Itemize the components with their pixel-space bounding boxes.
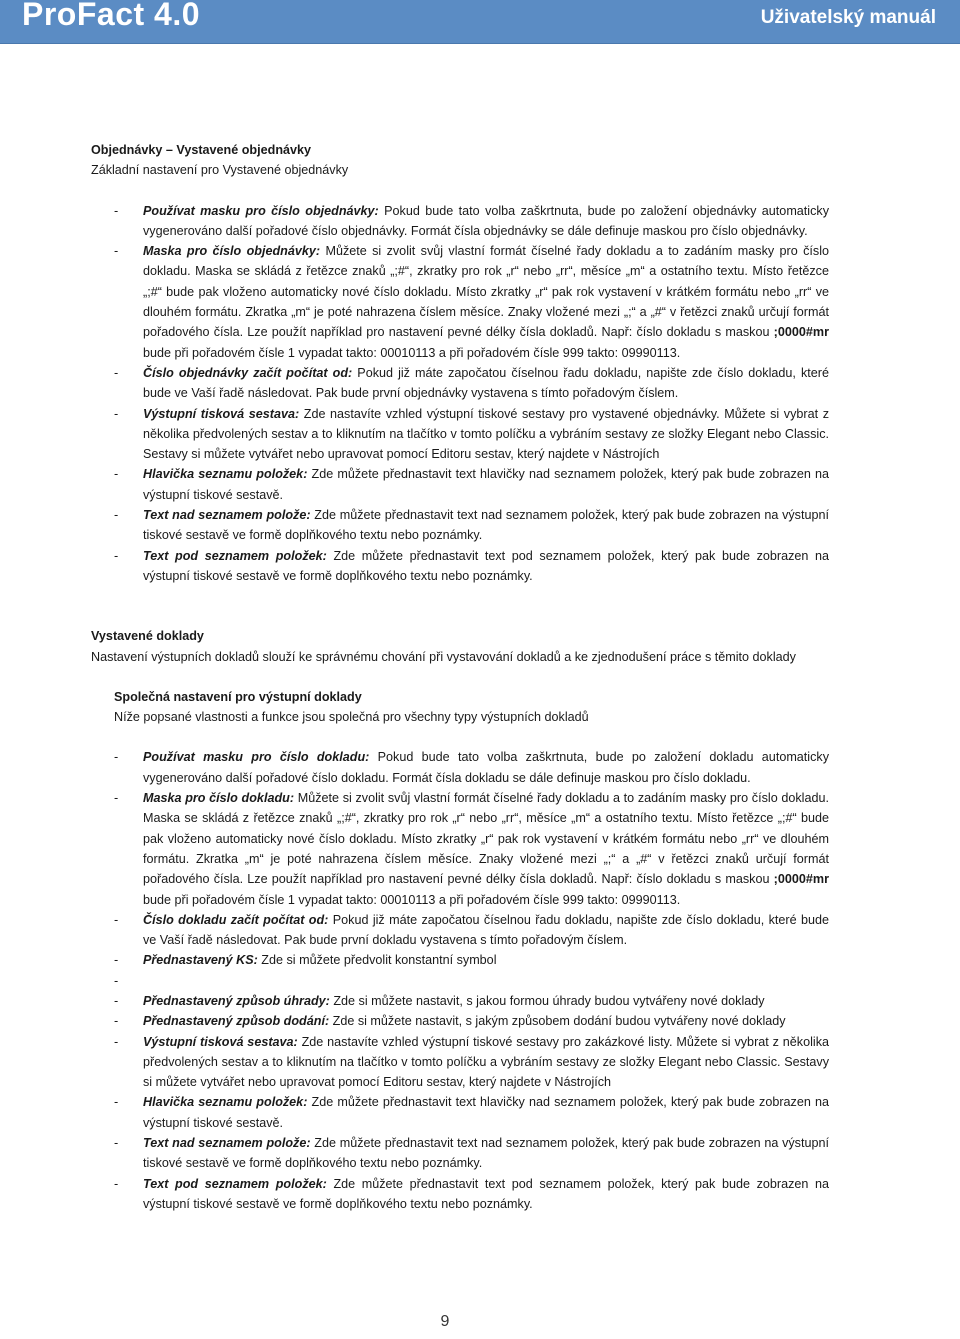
subsection-intro: Níže popsané vlastnosti a funkce jsou společná pro všechny typy výstupních dokladů: [114, 710, 589, 725]
item-text: Zde můžete přednastavit text nad seznamem položek, který pak bude zobrazen na výstupní tiskové sestavě ve formě doplňkového textu nebo poznámky.: [143, 1136, 829, 1171]
item-text: Zde můžete přednastavit text pod seznamem položek, který pak bude zobrazen na výstupní tiskové sestavě ve formě doplňkového textu nebo poznámky.: [143, 548, 829, 583]
item-term: Číslo dokladu začít počítat od:: [143, 912, 329, 927]
mask-example: ;0000#mr: [773, 325, 829, 340]
item-text: Můžete si zvolit svůj vlastní formát číselné řady dokladu a to zadáním masky pro číslo dokladu. Maska se skládá z řetězce znaků „;#“, zkratky pro rok „r“ nebo „rr“, měsíce „m“ a ostatního textu. Místo řetězce „;#“ bude pak vloženo automaticky nové číslo dokladu. Místo zkratky „r“ pak rok vystavení v krátkém formátu nebo „rr“ ve dlouhém formátu. Zkratka „m“ je poté nahrazena číslem měsíce. Znaky vložené mezi „;“ a „#“ v řetězci znaků určují formát pořadového čísla. Lze použít například pro nastavení pevné délky čísla dokladů. Např: číslo dokladu s maskou: [143, 791, 829, 887]
list-item: [143, 1133, 829, 1174]
item-text: Zde nastavíte vzhled výstupní tiskové sestavy pro vystavené objednávky. Můžete si vybrat z několika předvolených sestav a to kliknutím na tlačítko v tomto políčku a vybráním sestavy ze složky Elegant nebo Classic. Sestavy si můžete vytvářet nebo upravovat pomocí Editoru sestav, který najdete v Nástrojích: [143, 406, 829, 462]
list-item: [143, 910, 829, 951]
list-item: [143, 991, 829, 1011]
list-item: [143, 1011, 829, 1031]
item-text: Zde můžete přednastavit text pod seznamem položek, který pak bude zobrazen na výstupní tiskové sestavě ve formě doplňkového textu nebo poznámky.: [143, 1176, 829, 1211]
item-text: Zde můžete přednastavit text nad seznamem položek, který pak bude zobrazen na výstupní tiskové sestavě ve formě doplňkového textu nebo poznámky.: [143, 508, 829, 543]
item-text: Pokud bude tato volba zaškrtnuta, bude po založení dokladu automaticky vygenerováno další pořadové číslo dokladu. Formát čísla dokladu se dále definuje maskou pro číslo dokladu.: [143, 750, 829, 785]
page-header: [0, 0, 960, 44]
item-term: Přednastavený způsob úhrady:: [143, 993, 330, 1008]
item-term: Hlavička seznamu položek:: [143, 467, 308, 482]
item-term: Výstupní tisková sestava:: [143, 406, 300, 421]
list-item: [143, 1092, 829, 1133]
item-term: Text nad seznamem polože:: [143, 508, 311, 523]
list-item: [143, 241, 829, 363]
item-text: Zde si můžete nastavit, s jakou formou úhrady budou vytvářeny nové doklady: [329, 993, 765, 1008]
list-item: [143, 747, 829, 788]
item-term: Hlavička seznamu položek:: [143, 1095, 308, 1110]
item-text: Pokud již máte započatou číselnou řadu dokladu, napište zde číslo dokladu, které bude ve Vaší řadě následovat. Pak bude první dokladu vystavena s tímto pořadovým číslem.: [143, 912, 830, 948]
item-term: Číslo objednávky začít počítat od:: [143, 365, 353, 380]
list-item: [143, 1032, 829, 1093]
orders-settings-list: [91, 201, 829, 587]
mask-example: ;0000#mr: [773, 872, 829, 887]
list-item: [143, 971, 829, 991]
product-logo: ProFact 4.0: [22, 0, 201, 32]
item-text: Zde nastavíte vzhled výstupní tiskové sestavy pro zakázkové listy. Můžete si vybrat z několika předvolených sestav a to kliknutím na tlačítko v tomto políčku a vybráním sestavy ze složky Elegant nebo Classic. Sestavy si můžete vytvářet nebo upravovat pomocí Editoru sestav, který najdete v Nástrojích: [143, 1034, 829, 1090]
item-text: Pokud bude tato volba zaškrtnuta, bude po založení objednávky automaticky vygenerováno další pořadové číslo objednávky. Formát čísla objednávky se dále definuje maskou pro číslo objednávky.: [143, 203, 829, 238]
item-term: Výstupní tisková sestava:: [143, 1034, 298, 1049]
list-item: [143, 788, 829, 910]
list-item: [143, 363, 829, 404]
subsection-title: Společná nastavení pro výstupní doklady: [114, 689, 362, 704]
list-item: [143, 546, 829, 587]
section-subtitle: Základní nastavení pro Vystavené objednávky: [91, 163, 349, 178]
list-item: [143, 505, 829, 546]
item-term: Používat masku pro číslo objednávky:: [143, 203, 379, 218]
item-text: Zde můžete přednastavit text hlavičky nad seznamem položek, který pak bude zobrazen na výstupní tiskové sestavě.: [143, 1095, 829, 1130]
document-body: [91, 140, 829, 1214]
item-text: Zde si můžete předvolit konstantní symbol: [257, 953, 497, 968]
item-text: Pokud již máte započatou číselnou řadu dokladu, napište zde číslo dokladu, které bude ve Vaší řadě následovat. Pak bude první objednávky vystavena s tímto pořadovým číslem.: [143, 365, 829, 401]
section-title: Vystavené doklady: [91, 629, 204, 644]
list-item: [143, 404, 829, 465]
list-item: [143, 201, 829, 242]
item-term: Text nad seznamem polože:: [143, 1136, 311, 1151]
item-text: bude při pořadovém čísle 1 vypadat takto: 00010113 a při pořadovém čísle 999 takto: 09990113.: [143, 345, 681, 360]
item-text: Zde můžete přednastavit text hlavičky nad seznamem položek, který pak bude zobrazen na výstupní tiskové sestavě.: [143, 467, 829, 502]
item-term: Text pod seznamem položek:: [143, 548, 327, 563]
list-item: [143, 1174, 829, 1215]
item-term: Text pod seznamem položek:: [143, 1176, 327, 1191]
item-term: Maska pro číslo dokladu:: [143, 791, 295, 806]
section-title: Objednávky – Vystavené objednávky: [91, 143, 312, 157]
item-term: Maska pro číslo objednávky:: [143, 244, 321, 259]
list-item: [143, 950, 829, 970]
list-item: [143, 464, 829, 505]
item-text: bude při pořadovém čísle 1 vypadat takto: 00010113 a při pořadovém čísle 999 takto: 09990113.: [143, 892, 681, 907]
item-text: Zde si můžete nastavit, s jakým způsobem dodání budou vytvářeny nové doklady: [329, 1014, 786, 1029]
section-intro: Nastavení výstupních dokladů slouží ke správnému chování při vystavování dokladů a ke zjednodušení práce s těmito doklady: [91, 649, 796, 664]
item-term: Používat masku pro číslo dokladu:: [143, 750, 370, 765]
manual-label: Uživatelský manuál: [760, 7, 936, 28]
page-number: 9: [440, 1313, 450, 1330]
item-text: Můžete si zvolit svůj vlastní formát číselné řady dokladu a to zadáním masky pro číslo dokladu. Maska se skládá z řetězce znaků „;#“, zkratky pro rok „r“ nebo „rr“, měsíce „m“ a ostatního textu. Místo řetězce „;#“ bude pak vloženo automaticky nové číslo dokladu. Místo zkratky „r“ pak rok vystavení v krátkém formátu nebo „rr“ ve dlouhém formátu. Zkratka „m“ je poté nahrazena číslem měsíce. Znaky vložené mezi „;“ a „#“ v řetězci znaků určují formát pořadového čísla. Lze použít například pro nastavení pevné délky čísla dokladů. Např: číslo dokladu s maskou: [143, 244, 829, 340]
item-term: Přednastavený způsob dodání:: [143, 1014, 330, 1029]
documents-settings-list: [91, 747, 829, 1214]
item-term: Přednastavený KS:: [143, 953, 258, 968]
